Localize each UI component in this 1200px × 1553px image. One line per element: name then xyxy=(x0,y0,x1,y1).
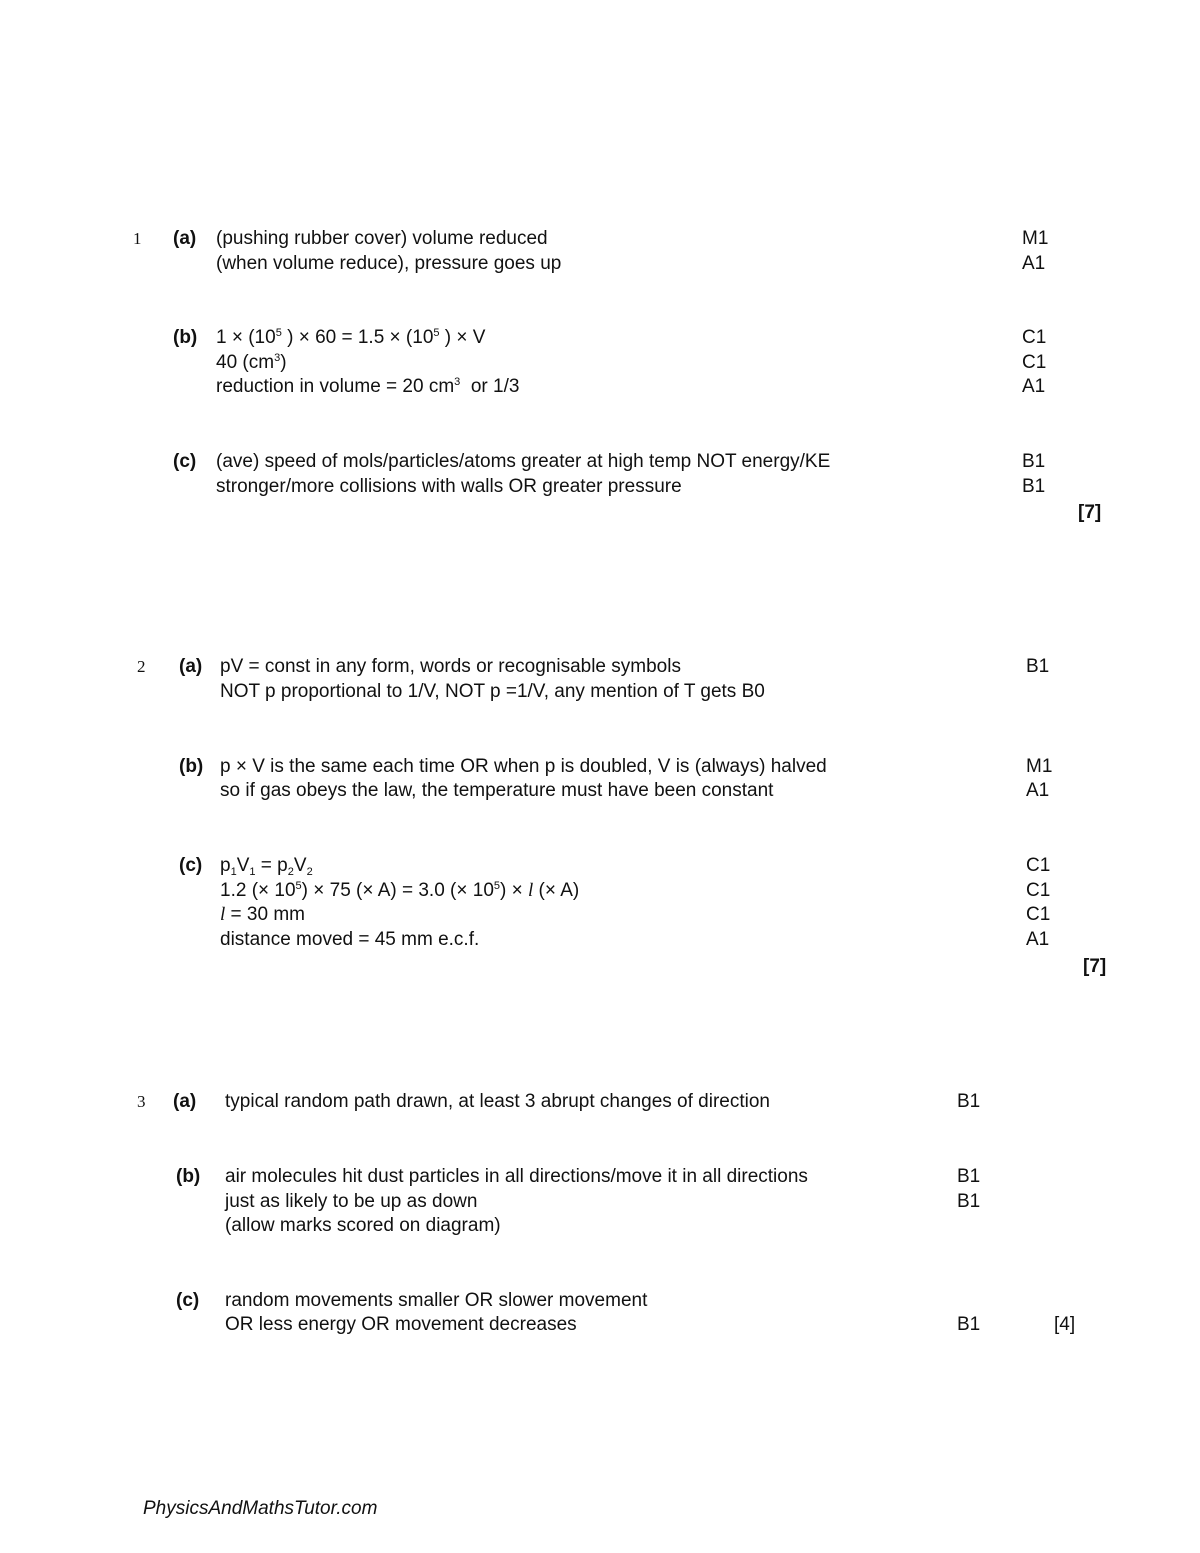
part-label: (b) xyxy=(179,756,204,777)
mark-code: B1 xyxy=(1022,476,1046,497)
answer-line: NOT p proportional to 1/V, NOT p =1/V, any mention of T gets B0 xyxy=(220,681,765,702)
part-label: (b) xyxy=(176,1166,201,1187)
mark-code: M1 xyxy=(1022,228,1049,249)
answer-line: 40 $(cm^3)$ xyxy=(216,352,287,373)
question-number: 3 xyxy=(137,1092,146,1111)
mark-code: B1 xyxy=(1022,451,1046,472)
mark-code: A1 xyxy=(1022,253,1046,274)
answer-line: l = 30 mm xyxy=(220,904,306,925)
answer-line: OR less energy OR movement decreases xyxy=(225,1314,577,1335)
mark-code: C1 xyxy=(1022,352,1047,373)
footer-site-name: PhysicsAndMathsTutor.com xyxy=(143,1498,378,1519)
answer-line: (allow marks scored on diagram) xyxy=(225,1215,501,1236)
question-total: [7] xyxy=(1083,956,1107,977)
mark-code: C1 xyxy=(1026,880,1051,901)
part-label: (a) xyxy=(179,656,203,677)
part-label: (c) xyxy=(179,855,203,876)
question-total: [4] xyxy=(1054,1314,1076,1335)
mark-code: C1 xyxy=(1026,904,1051,925)
answer-line: just as likely to be up as down xyxy=(225,1191,478,1212)
mark-code: M1 xyxy=(1026,756,1053,777)
part-label: (a) xyxy=(173,228,197,249)
part-label: (c) xyxy=(173,451,197,472)
mark-code: C1 xyxy=(1026,855,1051,876)
question-number: 1 xyxy=(133,229,142,248)
answer-line: distance moved = 45 mm e.c.f. xyxy=(220,929,480,950)
part-label: (c) xyxy=(176,1290,200,1311)
answer-line: (pushing rubber cover) volume reduced xyxy=(216,228,548,249)
answer-line: p × V is the same each time OR when p is doubled, V is (always) halved xyxy=(220,756,827,777)
answer-line: air molecules hit dust particles in all directions/move it in all directions xyxy=(225,1166,808,1187)
part-label: (a) xyxy=(173,1091,197,1112)
answer-line: $p_1V_1 = p_2V_2$ xyxy=(220,855,313,878)
mark-code: B1 xyxy=(957,1166,981,1187)
mark-code: B1 xyxy=(1026,656,1050,677)
answer-line: reduction in volume = 20 $cm^3$ or 1/3 xyxy=(216,376,520,397)
answer-line: (ave) speed of mols/particles/atoms greater at high temp NOT energy/KE xyxy=(216,451,831,472)
answer-line: pV = const in any form, words or recognisable symbols xyxy=(220,656,681,677)
part-label: (b) xyxy=(173,327,198,348)
mark-code: A1 xyxy=(1026,929,1050,950)
mark-code: B1 xyxy=(957,1191,981,1212)
mark-code: B1 xyxy=(957,1314,981,1335)
answer-line: typical random path drawn, at least 3 abrupt changes of direction xyxy=(225,1091,770,1112)
mark-code: B1 xyxy=(957,1091,981,1112)
answer-line: 1.2 (× $10^5) \times 75$ (× A) = 3.0 (× $10^5) \times l$ (× A) xyxy=(220,880,580,901)
question-total: [7] xyxy=(1078,502,1102,523)
mark-code: A1 xyxy=(1022,376,1046,397)
mark-code: A1 xyxy=(1026,780,1050,801)
answer-line: $1 \times (10^5$ ) × $60 = 1.5 \times (10^5$ ) × V xyxy=(216,327,486,348)
answer-line: stronger/more collisions with walls OR greater pressure xyxy=(216,476,682,497)
question-number: 2 xyxy=(137,657,146,676)
answer-line: random movements smaller OR slower movement xyxy=(225,1290,648,1311)
answer-line: (when volume reduce), pressure goes up xyxy=(216,253,562,274)
answer-line: so if gas obeys the law, the temperature must have been constant xyxy=(220,780,774,801)
mark-code: C1 xyxy=(1022,327,1047,348)
